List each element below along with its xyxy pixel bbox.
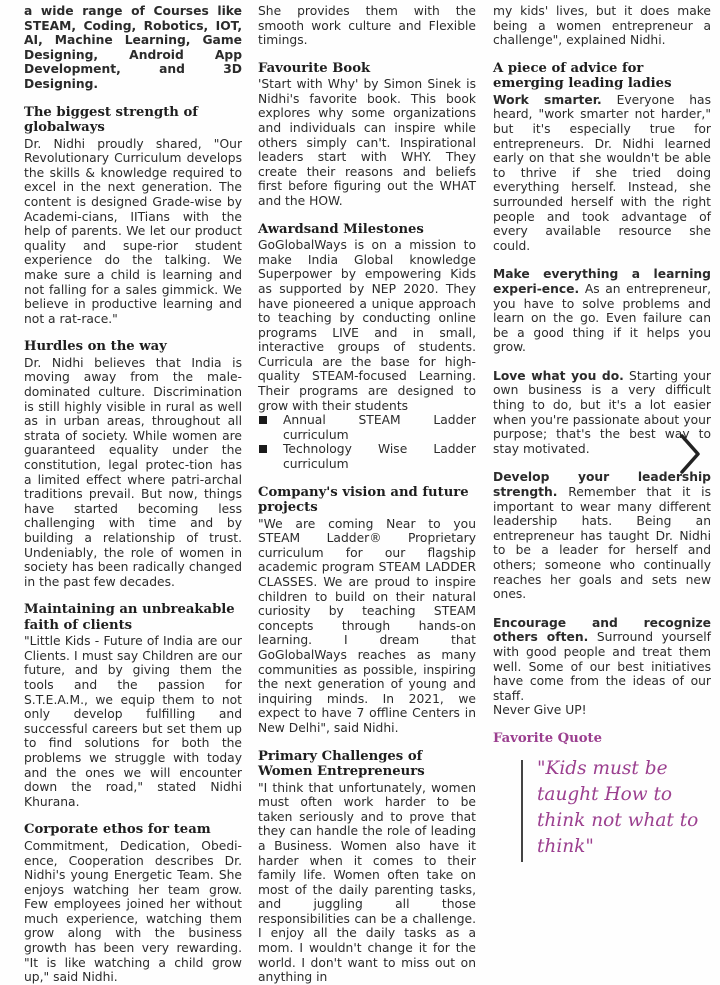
never-give-up: Never Give UP! <box>493 703 587 718</box>
column-1 <box>24 4 242 985</box>
paragraph-ethos: Commitment, Dedication, Obedi-ence, Cooperation describes Dr. Nidhi's young Energetic Team. She enjoys watching her team grow. Few employees joined her without much experience, watching them grow along with the business growth has been very rewarding. "It is like watching a child grow up," said Nidhi. <box>24 838 242 985</box>
advice-work-smarter <box>493 93 711 254</box>
paragraph-vision: "We are coming Near to you STEAM Ladder® Proprietary curriculum for our flagship academic program STEAM LADDER CLASSES. We are proud to inspire children to build on their natural curiosity by teaching STEAM concepts through hands-on learning. I dream that GoGlobalWays reaches as many communities as possible, inspiring the next generation of young and inquiring minds. In 2021, we expect to have 7 offline Centers in New Delhi", said Nidhi. <box>258 516 476 735</box>
bullet-item: Technology Wise Ladder curriculum <box>258 442 476 471</box>
advice-title: Make everything a learning experi-ence. <box>493 267 711 296</box>
heading-hurdles: Hurdles on the way <box>24 339 167 355</box>
heading-awards: Awardsand Milestones <box>258 221 424 237</box>
advice-text: Remember that it is important to wear many different leadership hats. Being an entrepreneur has taught Dr. Nidhi to be a leader for herself and others; someone who continually reaches her goals and sets new ones. <box>493 485 711 602</box>
heading-favorite-quote: Favorite Quote <box>493 730 603 746</box>
advice-title: Develop your leadership strength. <box>493 470 711 500</box>
heading-unbreakable-faith: Maintaining an unbreakable faith of clients <box>24 602 235 633</box>
paragraph-kids-lives: my kids' lives, but it does make being a women entrepreneur a challenge", explained Nidhi. <box>493 4 711 48</box>
paragraph-hurdles: Dr. Nidhi believes that India is moving away from the male-dominated culture. Discrimination is still highly visible in rural as well as in urban areas, throughout all strata of society. While women are guaranteed equality under the constitution, legal protec-tion has a limited effect where patri-archal traditions prevail. But now, things have started becoming less challenging with time and by building a relationship of trust. Undeniably, the role of women in society has been radically changed in the past few decades. <box>24 355 242 589</box>
heading-favourite-book: Favourite Book <box>258 60 371 76</box>
paragraph-work-culture: She provides them with the smooth work culture and Flexible timings. <box>258 4 476 48</box>
advice-leadership <box>493 470 711 601</box>
heading-biggest-strength: The biggest strength of globalways <box>24 104 198 136</box>
chevron-right-icon[interactable] <box>676 432 704 476</box>
advice-encourage <box>493 616 711 704</box>
heading-advice: A piece of advice for emerging leading ladies <box>493 60 672 92</box>
advice-text: As an entrepreneur, you have to solve problems and learn on the go. Even failure can be a good thing if it helps you grow. <box>493 281 711 355</box>
advice-title: Love what you do. <box>493 368 624 383</box>
advice-text: Everyone has heard, "work smarter not harder," but it's especially true for entrepreneurs. Dr. Nidhi learned early on that she wouldn't be able to thrive if she tried doing everything herself. Instead, she surrounded herself with the right people and took advantage of every available resource she could. <box>493 92 711 253</box>
paragraph-challenges: "I think that unfortunately, women must often work harder to be taken seriously and to prove that they can handle the role of leading a Business. Women also have it harder when it comes to their family life. Women often take on most of the daily parenting tasks, and juggling all those responsibilities can be a challenge. I enjoy all the daily tasks as a mom. I wouldn't change it for the world. I don't want to miss out on anything in <box>258 780 476 985</box>
favorite-quote-text: "Kids must be taught How to think not what to think" <box>537 758 699 858</box>
quote-rule <box>521 760 523 862</box>
quote-block <box>493 756 711 860</box>
paragraph-strength: Dr. Nidhi proudly shared, "Our Revolutionary Curriculum develops the skills & knowledge required to excel in the next generation. The content is designed Grade-wise by Academi-cians, IITians with the help of parents. We let our product quality and supe-rior student experience do the talking. We make sure a child is learning and not falling for a sales gimmick. We believe in productive learning and not a rat-race." <box>24 136 242 326</box>
bullet-item: Annual STEAM Ladder curriculum <box>258 413 476 442</box>
heading-corporate-ethos: Corporate ethos for team <box>24 822 211 838</box>
advice-title: Encourage and recognize others often. <box>493 615 711 645</box>
paragraph-book: 'Start with Why' by Simon Sinek is Nidhi's favorite book. This book explores why some organizations and individuals can inspire while others simply can't. Inspirational leaders start with WHY. They create their reasons and beliefs first before figuring out the WHAT and the HOW. <box>258 77 476 209</box>
advice-text: Starting your own business is a very difficult thing to do, but it's a lot easier when you're passionate about your purpose; that's the best way to stay motivated. <box>493 368 711 456</box>
advice-title: Work smarter. <box>493 92 602 107</box>
paragraph-awards: GoGlobalWays is on a mission to make India Global knowledge Superpower by empowering Kids as supported by NEP 2020. They have pioneered a unique approach to teaching by conducting online programs LIVE and in small, interactive groups of students. Curricula are the base for high-quality STEAM-focused Learning. Their programs are designed to grow with their students <box>258 238 476 413</box>
column-2 <box>258 4 476 985</box>
advice-text: Surround yourself with good people and treat them well. Some of our best initiatives have come from the ideas of our staff. <box>493 630 712 703</box>
advice-learning-experience <box>493 267 711 355</box>
heading-vision: Company's vision and future projects <box>258 484 469 516</box>
intro-courses: a wide range of Courses like STEAM, Coding, Robotics, IOT, AI, Machine Learning, Game Designing, Android App Development, and 3D Designing. <box>24 4 242 91</box>
paragraph-faith: "Little Kids - Future of India are our Clients. I must say Children are our future, and by giving them the tools and the passion for S.T.E.A.M., we equip them to not only develop fulfilling and successful careers but set them up to find solutions for both the problems we struggle with today and the ones we will encounter down the road," stated Nidhi Khurana. <box>24 634 242 809</box>
heading-challenges: Primary Challenges of Women Entrepreneurs <box>258 748 425 780</box>
